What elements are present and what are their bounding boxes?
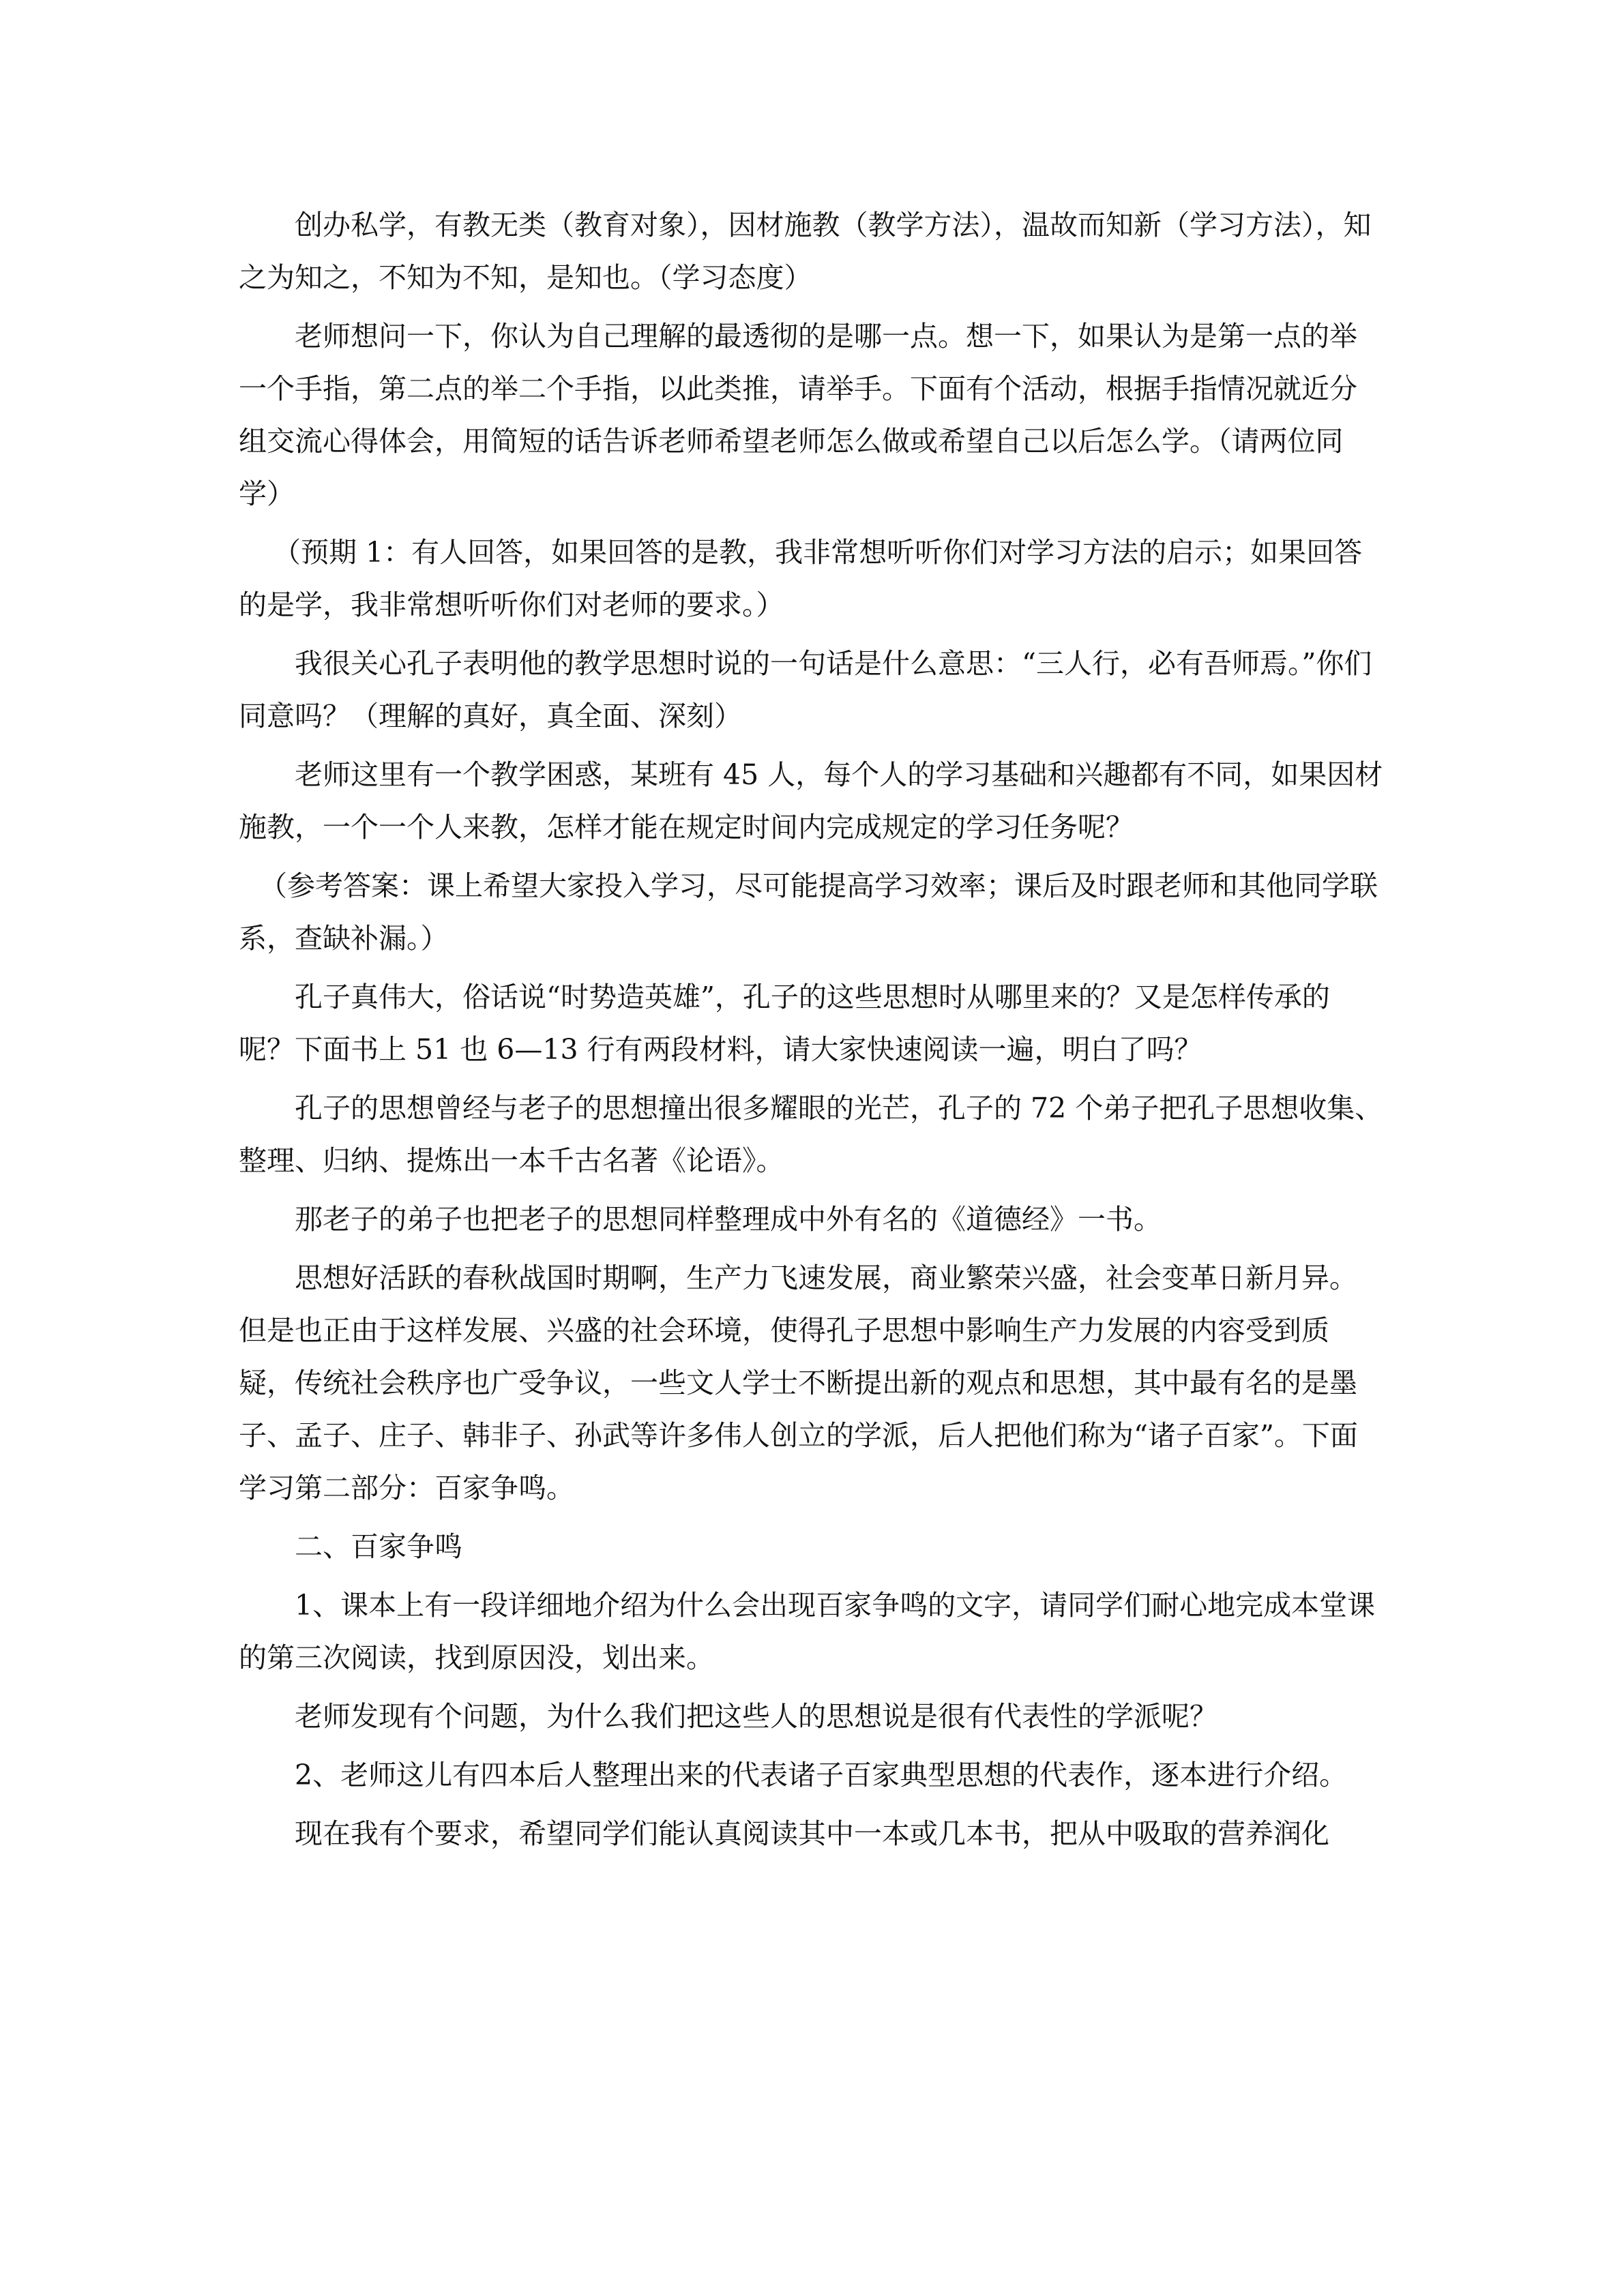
paragraph-reference-answer: （参考答案：课上希望大家投入学习，尽可能提高学习效率；课后及时跟老师和其他同学联系，查缺补漏。） [239,869,1378,955]
paragraph-reading-request: 现在我有个要求，希望同学们能认真阅读其中一本或几本书，把从中吸取的营养润化 [295,1817,1329,1850]
paragraph-teaching-dilemma: 老师这里有一个教学困惑，某班有 45 人，每个人的学习基础和兴趣都有不同，如果因材施教，一个一个人来教，怎样才能在规定时间内完成规定的学习任务呢？ [239,758,1383,844]
document-body [239,199,1385,1866]
paragraph-confucius-summary: 创办私学，有教无类（教育对象），因材施教（教学方法），温故而知新（学习方法），知之为知之，不知为不知，是知也。（学习态度） [239,209,1372,294]
paragraph-task-one: 1、课本上有一段详细地介绍为什么会出现百家争鸣的文字，请同学们耐心地完成本堂课的第三次阅读，找到原因没，划出来。 [239,1589,1376,1674]
paragraph-analects: 孔子的思想曾经与老子的思想撞出很多耀眼的光芒，孔子的 72 个弟子把孔子思想收集、整理、归纳、提炼出一本千古名著《论语》。 [239,1092,1383,1177]
paragraph-spring-autumn-period: 思想好活跃的春秋战国时期啊，生产力飞速发展，商业繁荣兴盛，社会变革日新月异。但是也正由于这样发展、兴盛的社会环境，使得孔子思想中影响生产力发展的内容受到质疑，传统社会秩序也广受争议，一些文人学士不断提出新的观点和思想，其中最有名的是墨子、孟子、庄子、韩非子、孙武等许多伟人创立的学派，后人把他们称为“诸子百家”。下面学习第二部分：百家争鸣。 [239,1262,1358,1504]
paragraph-expected-answer: （预期 1：有人回答，如果回答的是教，我非常想听听你们对学习方法的启示；如果回答的是学，我非常想听听你们对老师的要求。） [239,536,1363,621]
paragraph-tao-te-ching: 那老子的弟子也把老子的思想同样整理成中外有名的《道德经》一书。 [295,1203,1162,1236]
paragraph-teacher-problem: 老师发现有个问题，为什么我们把这些人的思想说是很有代表性的学派呢？ [295,1700,1217,1733]
paragraph-era-heroes: 孔子真伟大，俗话说“时势造英雄”，孔子的这些思想时从哪里来的？又是怎样传承的呢？下面书上 51 也 6—13 行有两段材料，请大家快速阅读一遍，明白了吗？ [239,981,1330,1066]
paragraph-three-people-quote: 我很关心孔子表明他的教学思想时说的一句话是什么意思：“三人行，必有吾师焉。”你们同意吗？（理解的真好，真全面、深刻） [239,647,1372,732]
paragraph-teacher-question: 老师想问一下，你认为自己理解的最透彻的是哪一点。想一下，如果认为是第一点的举一个手指，第二点的举二个手指，以此类推，请举手。下面有个活动，根据手指情况就近分组交流心得体会，用简短的话告诉老师希望老师怎么做或希望自己以后怎么学。（请两位同学） [239,320,1357,510]
paragraph-task-two: 2、老师这儿有四本后人整理出来的代表诸子百家典型思想的代表作，逐本进行介绍。 [295,1759,1348,1791]
section-heading-hundred-schools: 二、百家争鸣 [295,1530,462,1563]
